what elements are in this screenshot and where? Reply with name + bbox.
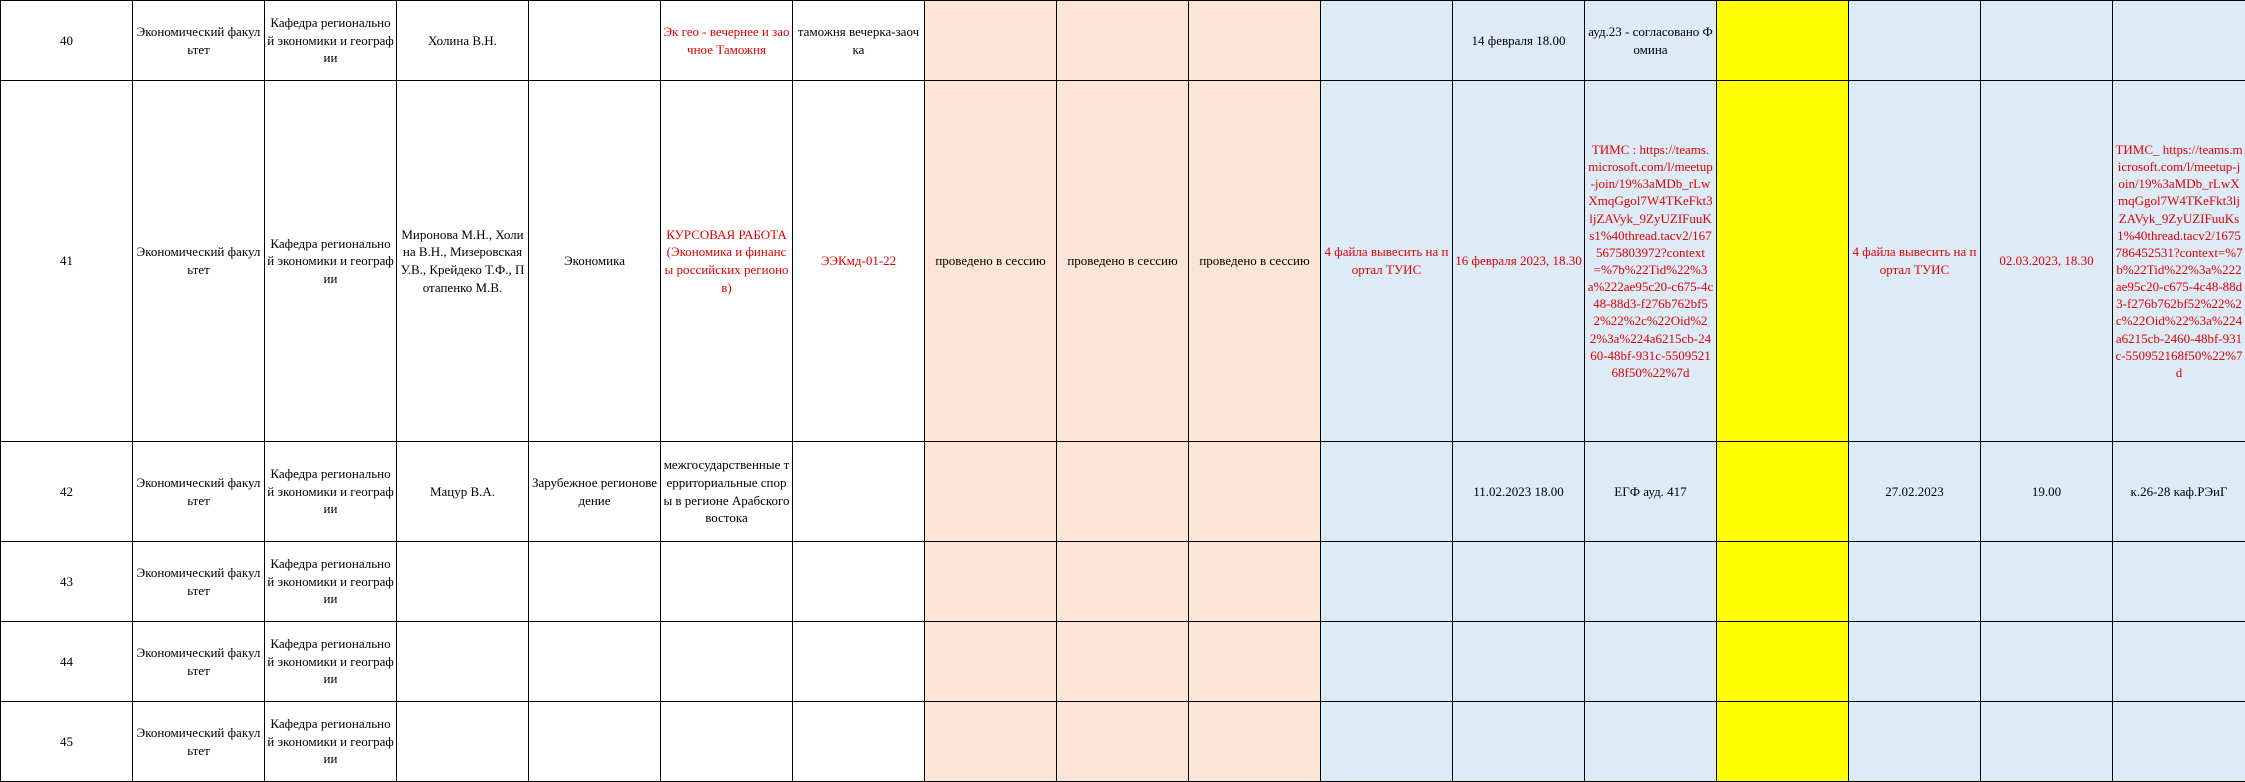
cell-date-2[interactable]: 19.00 xyxy=(1981,442,2113,542)
cell-direction[interactable] xyxy=(529,1,661,81)
cell-row-number[interactable]: 45 xyxy=(1,702,133,782)
cell-discipline[interactable]: межгосударственные территориальные споры в регионе Арабского востока xyxy=(661,442,793,542)
cell-submission-1[interactable] xyxy=(1321,702,1453,782)
cell-submission-1[interactable]: 4 файла вывесить на портал ТУИС xyxy=(1321,81,1453,442)
cell-place-1[interactable] xyxy=(1585,622,1717,702)
cell-place-2[interactable] xyxy=(2113,542,2245,622)
cell-direction[interactable]: Зарубежное регионоведение xyxy=(529,442,661,542)
cell-teachers[interactable] xyxy=(397,622,529,702)
cell-session-3[interactable] xyxy=(1189,1,1321,81)
cell-session-2[interactable] xyxy=(1057,1,1189,81)
cell-faculty[interactable]: Экономический факультет xyxy=(133,622,265,702)
cell-discipline[interactable] xyxy=(661,542,793,622)
cell-place-1[interactable]: ауд.23 - согласовано Фомина xyxy=(1585,1,1717,81)
cell-date-2[interactable] xyxy=(1981,622,2113,702)
cell-date-1[interactable]: 16 февраля 2023, 18.30 xyxy=(1453,81,1585,442)
cell-submission-2[interactable] xyxy=(1849,702,1981,782)
table-row xyxy=(1,702,2245,782)
cell-submission-2[interactable]: 27.02.2023 xyxy=(1849,442,1981,542)
cell-place-1[interactable] xyxy=(1585,542,1717,622)
cell-teachers[interactable]: Холина В.Н. xyxy=(397,1,529,81)
cell-place-2[interactable] xyxy=(2113,702,2245,782)
cell-submission-1[interactable] xyxy=(1321,622,1453,702)
cell-highlight[interactable] xyxy=(1717,622,1849,702)
cell-place-1[interactable] xyxy=(1585,702,1717,782)
cell-department[interactable]: Кафедра региональной экономики и географии xyxy=(265,1,397,81)
cell-session-1[interactable] xyxy=(925,442,1057,542)
table-row xyxy=(1,81,2245,442)
cell-faculty[interactable]: Экономический факультет xyxy=(133,702,265,782)
cell-discipline[interactable]: Эк гео - вечернее и заочное Таможня xyxy=(661,1,793,81)
table-row xyxy=(1,442,2245,542)
cell-discipline[interactable] xyxy=(661,622,793,702)
cell-faculty[interactable]: Экономический факультет xyxy=(133,442,265,542)
cell-direction[interactable]: Экономика xyxy=(529,81,661,442)
cell-group[interactable] xyxy=(793,442,925,542)
table-row xyxy=(1,542,2245,622)
cell-date-1[interactable]: 14 февраля 18.00 xyxy=(1453,1,1585,81)
cell-faculty[interactable]: Экономический факультет xyxy=(133,81,265,442)
cell-place-1[interactable]: ЕГФ ауд. 417 xyxy=(1585,442,1717,542)
cell-direction[interactable] xyxy=(529,702,661,782)
cell-group[interactable] xyxy=(793,542,925,622)
cell-highlight[interactable] xyxy=(1717,1,1849,81)
cell-row-number[interactable]: 40 xyxy=(1,1,133,81)
cell-session-3[interactable] xyxy=(1189,542,1321,622)
cell-department[interactable]: Кафедра региональной экономики и географии xyxy=(265,622,397,702)
cell-department[interactable]: Кафедра региональной экономики и географии xyxy=(265,442,397,542)
cell-row-number[interactable]: 41 xyxy=(1,81,133,442)
cell-teachers[interactable] xyxy=(397,702,529,782)
cell-faculty[interactable]: Экономический факультет xyxy=(133,542,265,622)
cell-session-1[interactable]: проведено в сессию xyxy=(925,81,1057,442)
cell-direction[interactable] xyxy=(529,622,661,702)
cell-session-3[interactable] xyxy=(1189,442,1321,542)
cell-row-number[interactable]: 42 xyxy=(1,442,133,542)
cell-submission-2[interactable] xyxy=(1849,622,1981,702)
cell-highlight[interactable] xyxy=(1717,442,1849,542)
cell-session-1[interactable] xyxy=(925,1,1057,81)
cell-submission-2[interactable] xyxy=(1849,1,1981,81)
cell-date-2[interactable] xyxy=(1981,702,2113,782)
table-row xyxy=(1,1,2245,81)
cell-highlight[interactable] xyxy=(1717,81,1849,442)
cell-discipline[interactable]: КУРСОВАЯ РАБОТА (Экономика и финансы российских регионов) xyxy=(661,81,793,442)
cell-discipline[interactable] xyxy=(661,702,793,782)
cell-date-1[interactable]: 11.02.2023 18.00 xyxy=(1453,442,1585,542)
cell-date-1[interactable] xyxy=(1453,702,1585,782)
cell-place-2[interactable] xyxy=(2113,622,2245,702)
table-row xyxy=(1,622,2245,702)
cell-session-1[interactable] xyxy=(925,542,1057,622)
cell-place-2-teams-link[interactable]: ТИМС_ https://teams.microsoft.com/l/meetup-join/19%3aMDb_rLwXmqGgol7W4TKeFkt3ljZAVyk_9ZyUZIFuuKs1%40thread.tacv2/1675786452531?context=%7b%22Tid%22%3a%222ae95c20-c675-4c48-88d3-f276b762bf52%22%2c%22Oid%22%3a%224a6215cb-2460-48bf-931c-550952168f50%22%7d xyxy=(2113,81,2245,442)
cell-submission-2[interactable] xyxy=(1849,542,1981,622)
cell-group[interactable]: таможня вечерка-заочка xyxy=(793,1,925,81)
cell-place-2[interactable] xyxy=(2113,1,2245,81)
cell-session-3[interactable] xyxy=(1189,702,1321,782)
cell-teachers[interactable]: Миронова М.Н., Холина В.Н., Мизеровская У.В., Крейдеко Т.Ф., Потапенко М.В. xyxy=(397,81,529,442)
cell-date-1[interactable] xyxy=(1453,622,1585,702)
cell-teachers[interactable] xyxy=(397,542,529,622)
cell-session-2[interactable] xyxy=(1057,442,1189,542)
cell-place-1-teams-link[interactable]: ТИМС : https://teams.microsoft.com/l/meetup-join/19%3aMDb_rLwXmqGgol7W4TKeFkt3ljZAVyk_9ZyUZIFuuKs1%40thread.tacv2/1675675803972?context=%7b%22Tid%22%3a%222ae95c20-c675-4c48-88d3-f276b762bf52%22%2c%22Oid%22%3a%224a6215cb-2460-48bf-931c-550952168f50%22%7d xyxy=(1585,81,1717,442)
cell-session-1[interactable] xyxy=(925,622,1057,702)
cell-department[interactable]: Кафедра региональной экономики и географии xyxy=(265,81,397,442)
cell-session-3[interactable]: проведено в сессию xyxy=(1189,81,1321,442)
cell-highlight[interactable] xyxy=(1717,542,1849,622)
cell-teachers[interactable]: Мацур В.А. xyxy=(397,442,529,542)
cell-date-2[interactable]: 02.03.2023, 18.30 xyxy=(1981,81,2113,442)
cell-highlight[interactable] xyxy=(1717,702,1849,782)
cell-session-2[interactable]: проведено в сессию xyxy=(1057,81,1189,442)
cell-date-2[interactable] xyxy=(1981,1,2113,81)
cell-submission-1[interactable] xyxy=(1321,442,1453,542)
cell-faculty[interactable]: Экономический факультет xyxy=(133,1,265,81)
cell-date-1[interactable] xyxy=(1453,542,1585,622)
cell-session-1[interactable] xyxy=(925,702,1057,782)
cell-group[interactable]: ЭЭКмд-01-22 xyxy=(793,81,925,442)
cell-row-number[interactable]: 44 xyxy=(1,622,133,702)
cell-date-2[interactable] xyxy=(1981,542,2113,622)
cell-row-number[interactable]: 43 xyxy=(1,542,133,622)
cell-session-2[interactable] xyxy=(1057,702,1189,782)
cell-submission-1[interactable] xyxy=(1321,1,1453,81)
cell-direction[interactable] xyxy=(529,542,661,622)
cell-session-2[interactable] xyxy=(1057,622,1189,702)
cell-group[interactable] xyxy=(793,702,925,782)
cell-place-2[interactable]: к.26-28 каф.РЭиГ xyxy=(2113,442,2245,542)
cell-session-3[interactable] xyxy=(1189,622,1321,702)
cell-department[interactable]: Кафедра региональной экономики и географии xyxy=(265,702,397,782)
cell-submission-1[interactable] xyxy=(1321,542,1453,622)
cell-session-2[interactable] xyxy=(1057,542,1189,622)
cell-submission-2[interactable]: 4 файла вывесить на портал ТУИС xyxy=(1849,81,1981,442)
cell-group[interactable] xyxy=(793,622,925,702)
cell-department[interactable]: Кафедра региональной экономики и географии xyxy=(265,542,397,622)
